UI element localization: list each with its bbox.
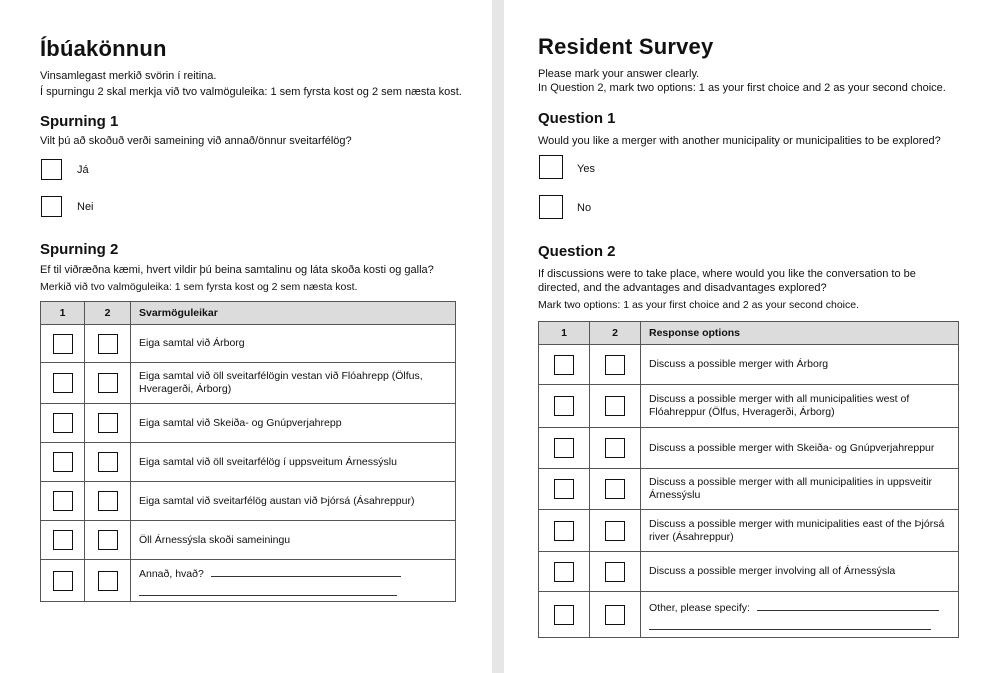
first-choice-checkbox[interactable] <box>554 605 574 625</box>
first-choice-checkbox[interactable] <box>554 479 574 499</box>
second-choice-checkbox[interactable] <box>98 334 118 354</box>
column-header-options: Svarmöguleikar <box>131 302 456 325</box>
question-2-instruction: Merkið við tvo valmöguleika: 1 sem fyrsta kost og 2 sem næsta kost. <box>40 281 358 293</box>
second-choice-checkbox[interactable] <box>605 355 625 375</box>
option-text: Discuss a possible merger with Skeiða- og Gnúpverjahreppur <box>641 428 959 469</box>
intro-line-2: In Question 2, mark two options: 1 as your first choice and 2 as your second choice. <box>538 82 946 94</box>
question-1-heading: Question 1 <box>538 110 616 127</box>
option-text: Eiga samtal við Árborg <box>131 325 456 363</box>
second-choice-checkbox[interactable] <box>605 521 625 541</box>
column-header-second-choice: 2 <box>85 302 131 325</box>
question-1-text: Vilt þú að skoðuð verði sameining við annað/önnur sveitarfélög? <box>40 135 352 147</box>
option-text: Discuss a possible merger with Árborg <box>641 345 959 385</box>
column-header-second-choice: 2 <box>590 322 641 345</box>
question-1-heading: Spurning 1 <box>40 113 119 130</box>
first-choice-checkbox[interactable] <box>53 530 73 550</box>
q1-option-yes-label: Yes <box>577 163 595 175</box>
first-choice-checkbox[interactable] <box>53 334 73 354</box>
second-choice-checkbox[interactable] <box>98 373 118 393</box>
q1-option-no-checkbox[interactable] <box>539 195 563 219</box>
other-specify-line[interactable] <box>211 566 401 577</box>
table-row <box>41 443 456 482</box>
question-2-text-line-2: directed, and the advantages and disadvantages explored? <box>538 282 827 294</box>
table-row <box>41 521 456 560</box>
question-2-text-line-1: If discussions were to take place, where would you like the conversation to be <box>538 268 916 280</box>
survey-page-icelandic <box>0 0 492 673</box>
option-text: Discuss a possible merger involving all of Árnessýsla <box>641 552 959 592</box>
other-option-label: Annað, hvað? <box>139 567 204 580</box>
intro-line-1: Vinsamlegast merkið svörin í reitina. <box>40 70 217 82</box>
first-choice-checkbox[interactable] <box>554 438 574 458</box>
other-option-cell <box>641 592 959 638</box>
q1-option-no-label: Nei <box>77 201 94 213</box>
option-text: Öll Árnessýsla skoði sameiningu <box>131 521 456 560</box>
other-specify-line[interactable] <box>757 600 939 611</box>
second-choice-checkbox[interactable] <box>98 413 118 433</box>
table-row <box>539 385 959 428</box>
q1-option-no-label: No <box>577 202 592 214</box>
table-row <box>539 428 959 469</box>
option-text: Eiga samtal við öll sveitarfélögin vestan við Flóahrepp (Ölfus, Hveragerði, Árborg) <box>131 363 456 404</box>
second-choice-checkbox[interactable] <box>98 491 118 511</box>
column-header-first-choice: 1 <box>539 322 590 345</box>
other-specify-line-2[interactable] <box>139 585 397 596</box>
q1-option-yes-checkbox[interactable] <box>539 155 563 179</box>
first-choice-checkbox[interactable] <box>53 373 73 393</box>
option-text: Eiga samtal við Skeiða- og Gnúpverjahrepp <box>131 404 456 443</box>
option-text: Eiga samtal við sveitarfélög austan við Þjórsá (Ásahreppur) <box>131 482 456 521</box>
other-specify-line-2[interactable] <box>649 619 931 630</box>
table-row <box>41 482 456 521</box>
table-row <box>41 560 456 602</box>
second-choice-checkbox[interactable] <box>605 605 625 625</box>
question-1-text: Would you like a merger with another municipality or municipalities to be explored? <box>538 135 941 147</box>
q1-option-no-checkbox[interactable] <box>41 196 62 217</box>
column-header-first-choice: 1 <box>41 302 85 325</box>
second-choice-checkbox[interactable] <box>98 571 118 591</box>
second-choice-checkbox[interactable] <box>605 438 625 458</box>
page-title: Íbúakönnun <box>40 36 167 61</box>
option-text: Discuss a possible merger with all municipalities in uppsveitir Árnessýslu <box>641 469 959 510</box>
column-header-options: Response options <box>641 322 959 345</box>
intro-line-2: Í spurningu 2 skal merkja við tvo valmöguleika: 1 sem fyrsta kost og 2 sem næsta kost. <box>40 86 462 98</box>
first-choice-checkbox[interactable] <box>53 571 73 591</box>
second-choice-checkbox[interactable] <box>605 479 625 499</box>
question-2-options-table <box>538 321 959 638</box>
question-2-heading: Spurning 2 <box>40 241 119 258</box>
table-row <box>41 404 456 443</box>
table-row <box>539 592 959 638</box>
first-choice-checkbox[interactable] <box>554 562 574 582</box>
first-choice-checkbox[interactable] <box>554 355 574 375</box>
table-row <box>539 552 959 592</box>
first-choice-checkbox[interactable] <box>554 396 574 416</box>
option-text: Discuss a possible merger with municipalities east of the Þjórsá river (Ásahreppur) <box>641 510 959 552</box>
second-choice-checkbox[interactable] <box>98 452 118 472</box>
q1-option-yes-checkbox[interactable] <box>41 159 62 180</box>
question-2-heading: Question 2 <box>538 243 616 260</box>
table-row <box>539 469 959 510</box>
table-row <box>41 325 456 363</box>
other-option-label: Other, please specify: <box>649 601 750 614</box>
question-2-options-table <box>40 301 456 602</box>
q1-option-yes-label: Já <box>77 164 89 176</box>
second-choice-checkbox[interactable] <box>605 396 625 416</box>
page-title: Resident Survey <box>538 34 714 59</box>
first-choice-checkbox[interactable] <box>53 413 73 433</box>
question-2-text: Ef til viðræðna kæmi, hvert vildir þú beina samtalinu og láta skoða kosti og galla? <box>40 264 434 276</box>
table-row <box>41 363 456 404</box>
intro-line-1: Please mark your answer clearly. <box>538 68 700 80</box>
table-row <box>539 345 959 385</box>
second-choice-checkbox[interactable] <box>605 562 625 582</box>
question-2-instruction: Mark two options: 1 as your first choice and 2 as your second choice. <box>538 299 859 311</box>
first-choice-checkbox[interactable] <box>554 521 574 541</box>
table-row <box>539 510 959 552</box>
other-option-cell <box>131 560 456 602</box>
first-choice-checkbox[interactable] <box>53 452 73 472</box>
first-choice-checkbox[interactable] <box>53 491 73 511</box>
survey-page-english <box>504 0 992 673</box>
second-choice-checkbox[interactable] <box>98 530 118 550</box>
option-text: Discuss a possible merger with all municipalities west of Flóahreppur (Ölfus, Hveragerði, Árborg) <box>641 385 959 428</box>
option-text: Eiga samtal við öll sveitarfélög í uppsveitum Árnessýslu <box>131 443 456 482</box>
